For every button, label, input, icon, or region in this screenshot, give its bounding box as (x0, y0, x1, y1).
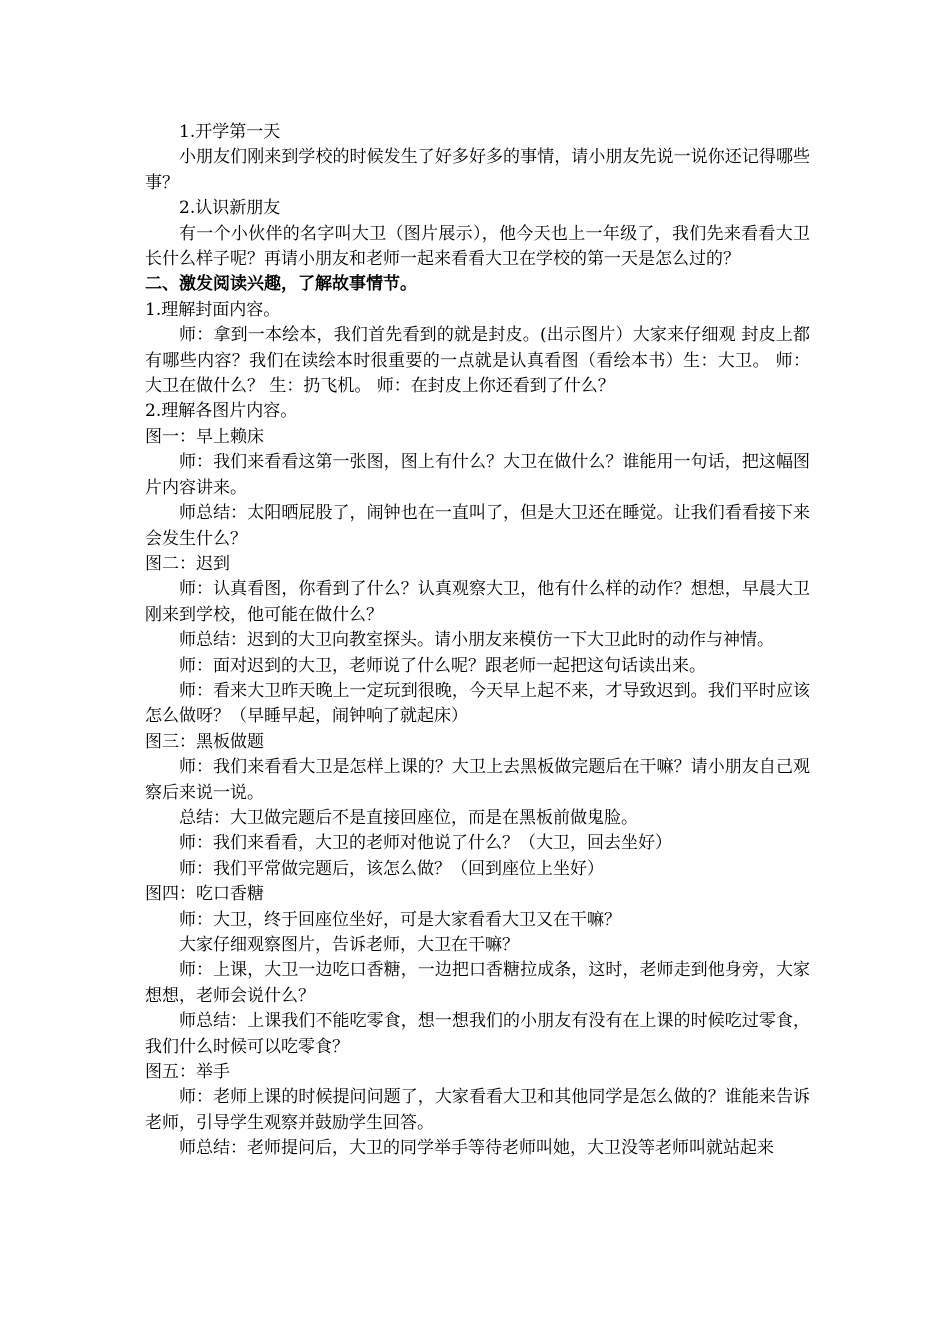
paragraph: 总结：大卫做完题后不是直接回座位，而是在黑板前做鬼脸。 (179, 807, 638, 828)
paragraph: 师总结：老师提问后，大卫的同学举手等待老师叫她，大卫没等老师叫就站起来 (179, 1138, 774, 1159)
paragraph: 师：我们平常做完题后，该怎么做？（回到座位上坐好） (179, 858, 604, 879)
paragraph: 师：我们来看看，大卫的老师对他说了什么？（大卫，回去坐好） (179, 833, 672, 854)
paragraph: 1.开学第一天 (179, 122, 281, 142)
paragraph: 2.理解各图片内容。 (145, 401, 298, 422)
paragraph: 大家仔细观察图片，告诉老师，大卫在干嘛？ (179, 935, 519, 955)
paragraph: 师：我们来看看这第一张图，图上有什么？大卫在做什么？谁能用一句话，把这幅图片内容讲来。 (145, 452, 810, 498)
section-heading: 二、激发阅读兴趣，了解故事情节。 (145, 274, 417, 295)
paragraph: 图三：黑板做题 (145, 731, 264, 752)
paragraph: 1.理解封面内容。 (145, 299, 281, 320)
paragraph: 师：拿到一本绘本，我们首先看到的就是封皮。(出示图片）大家来仔细观 封皮上都有哪些内容？我们在读绘本时很重要的一点就是认真看图（看绘本书）生：大卫。 师：大卫在做什么？ 生：扔飞机。 师：在封皮上你还看到了什么？ (145, 325, 810, 397)
paragraph: 有一个小伙伴的名字叫大卫（图片展示），他今天也上一年级了，我们先来看看大卫长什么样子呢？再请小朋友和老师一起来看看大卫在学校的第一天是怎么过的？ (145, 223, 810, 270)
paragraph: 师总结：上课我们不能吃零食，想一想我们的小朋友有没有在上课的时候吃过零食，我们什么时候可以吃零食？ (145, 1011, 810, 1057)
paragraph: 师：大卫，终于回座位坐好，可是大家看看大卫又在干嘛？ (179, 909, 621, 930)
paragraph: 师：老师上课的时候提问问题了，大家看看大卫和其他同学是怎么做的？谁能来告诉老师，引导学生观察并鼓励学生回答。 (145, 1087, 810, 1133)
paragraph: 师：认真看图，你看到了什么？认真观察大卫，他有什么样的动作？想想，早晨大卫刚来到学校，他可能在做什么？ (145, 579, 810, 625)
paragraph: 师总结：太阳晒屁股了，闹钟也在一直叫了，但是大卫还在睡觉。让我们看看接下来会发生什么？ (145, 503, 810, 549)
paragraph: 图五：举手 (145, 1062, 230, 1083)
paragraph: 师总结：迟到的大卫向教室探头。请小朋友来模仿一下大卫此时的动作与神情。 (179, 630, 774, 651)
paragraph: 图二：迟到 (145, 553, 230, 574)
paragraph: 图一：早上赖床 (145, 426, 264, 447)
document-body (145, 120, 810, 1162)
paragraph: 师：我们来看看大卫是怎样上课的？大卫上去黑板做完题后在干嘛？请小朋友自己观察后来说一说。 (145, 757, 810, 803)
paragraph: 师：上课，大卫一边吃口香糖，一边把口香糖拉成条，这时，老师走到他身旁，大家想想，老师会说什么？ (145, 960, 810, 1006)
paragraph: 小朋友们刚来到学校的时候发生了好多好多的事情，请小朋友先说一说你还记得哪些事？ (145, 147, 810, 193)
paragraph: 2.认识新朋友 (179, 198, 281, 219)
paragraph: 师：面对迟到的大卫，老师说了什么呢？跟老师一起把这句话读出来。 (179, 655, 706, 676)
paragraph: 图四：吃口香糖 (145, 884, 264, 905)
paragraph: 师：看来大卫昨天晚上一定玩到很晚，今天早上起不来，才导致迟到。我们平时应该怎么做呀？（早睡早起，闹钟响了就起床） (145, 680, 810, 727)
